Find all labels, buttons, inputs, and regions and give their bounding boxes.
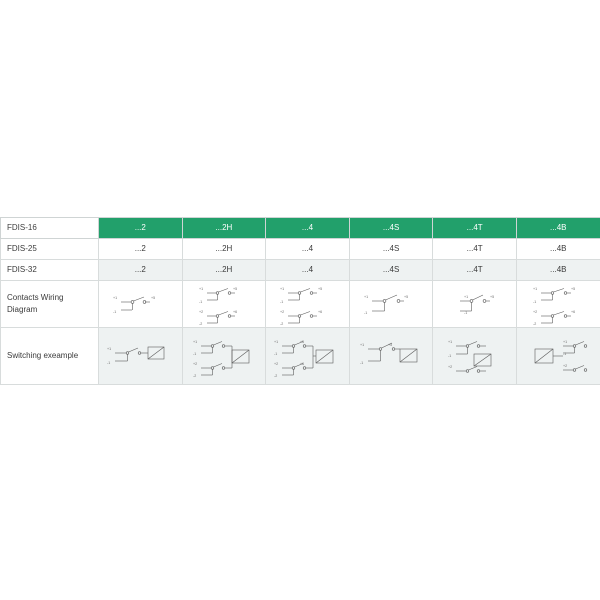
table-row-switching-example (1, 328, 600, 385)
svg-text:-1: -1 (447, 354, 451, 358)
svg-text:+1: +1 (447, 340, 452, 344)
svg-text:-1: -1 (364, 311, 368, 315)
switching-diagram-col5 (433, 328, 517, 385)
fdis32-cell-4: ...4S (349, 260, 433, 281)
switching-diagram-col6 (516, 328, 600, 385)
switch-symbol-4t (438, 284, 512, 324)
svg-text:-2: -2 (280, 322, 284, 326)
header-cell-1: ...2 (99, 218, 183, 239)
svg-text:+1: +1 (364, 295, 369, 299)
svg-text:-1: -1 (563, 352, 567, 356)
switching-symbol-4s-coil (352, 332, 430, 380)
svg-text:+2: +2 (563, 364, 568, 368)
svg-text:-1: -1 (280, 300, 284, 304)
switching-diagram-col1 (99, 328, 183, 385)
svg-text:+1: +1 (360, 343, 365, 347)
switch-symbol-double (187, 282, 261, 326)
svg-text:-1: -1 (533, 300, 537, 304)
svg-text:-1: -1 (113, 310, 117, 314)
svg-text:-2: -2 (274, 374, 278, 378)
svg-text:+2: +2 (274, 362, 279, 366)
svg-text:+6: +6 (232, 310, 237, 314)
svg-text:+6: +6 (571, 310, 576, 314)
svg-text:+5: +5 (388, 343, 393, 347)
switch-symbol-double-mirror (270, 282, 344, 326)
svg-text:-1: -1 (198, 300, 203, 304)
row-label-fdis25: FDIS-25 (1, 239, 99, 260)
svg-text:-1: -1 (107, 361, 111, 365)
fdis32-cell-5: ...4T (433, 260, 517, 281)
row-label-fdis16: FDIS-16 (1, 218, 99, 239)
table-row-fdis32 (1, 260, 600, 281)
svg-text:+5: +5 (571, 287, 576, 291)
svg-text:+5: +5 (318, 287, 323, 291)
svg-text:+2: +2 (198, 310, 203, 314)
switching-symbol-single-coil (101, 333, 179, 379)
svg-text:+5: +5 (404, 295, 409, 299)
row-label-contacts-wiring: Contacts Wiring Diagram (1, 281, 99, 328)
fdis25-cell-6: ...4B (516, 239, 600, 260)
svg-text:+5: +5 (489, 295, 494, 299)
table-row-header (1, 218, 600, 239)
fdis32-cell-2: ...2H (182, 260, 266, 281)
svg-text:+5: +5 (300, 340, 305, 344)
fdis32-cell-6: ...4B (516, 260, 600, 281)
svg-text:+2: +2 (447, 365, 452, 369)
contacts-diagram-col3 (266, 281, 350, 328)
header-cell-4: ...4S (349, 218, 433, 239)
svg-text:+1: +1 (192, 340, 197, 344)
svg-text:+1: +1 (107, 347, 112, 351)
svg-text:+1: +1 (113, 296, 118, 300)
svg-text:+2: +2 (280, 310, 285, 314)
fdis25-cell-2: ...2H (182, 239, 266, 260)
svg-text:+6: +6 (300, 362, 305, 366)
switch-symbol-single (103, 284, 177, 324)
svg-text:+1: +1 (198, 287, 203, 291)
svg-text:-1: -1 (463, 311, 467, 315)
fdis32-cell-1: ...2 (99, 260, 183, 281)
switching-symbol-4b-coil (519, 331, 597, 381)
contacts-diagram-col1 (99, 281, 183, 328)
switching-diagram-col4 (349, 328, 433, 385)
switching-diagram-col2 (182, 328, 266, 385)
svg-text:+2: +2 (533, 310, 538, 314)
switch-symbol-4b (521, 282, 595, 326)
fdis25-cell-4: ...4S (349, 239, 433, 260)
switching-symbol-4-coil (268, 331, 346, 381)
svg-text:-2: -2 (198, 322, 203, 326)
contacts-diagram-col5 (433, 281, 517, 328)
fdis25-cell-5: ...4T (433, 239, 517, 260)
svg-text:-1: -1 (274, 352, 278, 356)
fdis32-cell-3: ...4 (266, 260, 350, 281)
svg-text:-2: -2 (192, 374, 197, 378)
switch-symbol-4s (354, 284, 428, 324)
svg-text:-2: -2 (533, 322, 537, 326)
svg-text:+5: +5 (151, 296, 156, 300)
header-cell-3: ...4 (266, 218, 350, 239)
svg-text:+1: +1 (563, 340, 568, 344)
contacts-spec-table (0, 217, 600, 385)
header-cell-6: ...4B (516, 218, 600, 239)
contacts-diagram-col6 (516, 281, 600, 328)
svg-text:-1: -1 (192, 352, 197, 356)
header-cell-2: ...2H (182, 218, 266, 239)
table-row-contacts-wiring (1, 281, 600, 328)
svg-text:+1: +1 (463, 295, 468, 299)
table-row-fdis25 (1, 239, 600, 260)
svg-text:-1: -1 (360, 361, 364, 365)
switching-symbol-4t-coil (436, 331, 514, 381)
contacts-diagram-col4 (349, 281, 433, 328)
svg-text:+2: +2 (192, 362, 197, 366)
svg-text:+5: +5 (232, 287, 237, 291)
svg-text:+6: +6 (318, 310, 323, 314)
svg-text:+1: +1 (280, 287, 285, 291)
fdis25-cell-1: ...2 (99, 239, 183, 260)
header-cell-5: ...4T (433, 218, 517, 239)
svg-text:+1: +1 (533, 287, 538, 291)
switching-symbol-double-coil (185, 331, 263, 381)
row-label-switching-example: Switching exeample (1, 328, 99, 385)
contacts-diagram-col2 (182, 281, 266, 328)
fdis25-cell-3: ...4 (266, 239, 350, 260)
svg-text:+1: +1 (274, 340, 279, 344)
switching-diagram-col3 (266, 328, 350, 385)
row-label-fdis32: FDIS-32 (1, 260, 99, 281)
